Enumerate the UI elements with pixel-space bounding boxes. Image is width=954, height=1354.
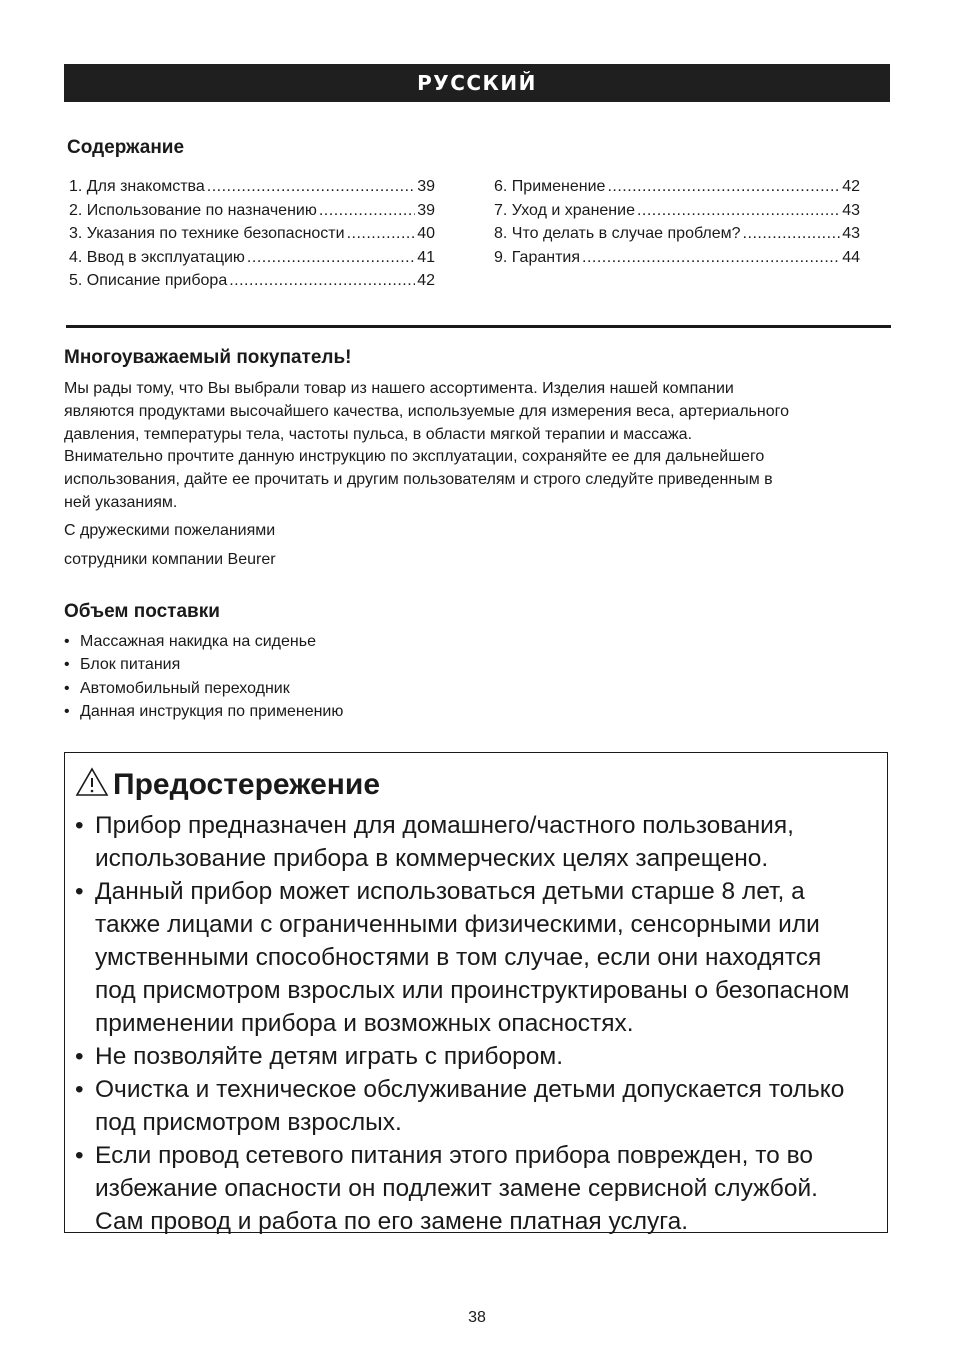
toc-leader-dots [207,175,415,199]
toc-entry-label: 8. Что делать в случае проблем? [494,225,741,242]
toc-leader-dots [319,199,415,223]
warning-header [75,767,380,802]
list-item: • Данная инструкция по применению [64,700,343,723]
toc-entry-page: 42 [417,272,435,289]
warning-line: применении прибора и возможных опасностях. [95,1010,634,1037]
warning-line: • Прибор предназначен для домашнего/частного пользования, [95,812,794,839]
toc-entry[interactable] [494,175,860,199]
toc-leader-dots [347,222,416,246]
warning-box [64,752,888,1233]
toc-entry[interactable] [69,175,435,199]
language-header-bar [64,64,890,102]
greeting-line: являются продуктами высочайшего качества, используемые для измерения веса, артериального [64,402,789,420]
toc-entry-label: 4. Ввод в эксплуатацию [69,248,245,266]
toc-entry-label: 9. Гарантия [494,248,581,266]
toc-column-right [494,175,860,269]
warning-list [75,809,875,1238]
warning-line: избежание опасности он подлежит замене сервисной службой. [95,1175,818,1202]
toc-leader-dots [607,175,840,199]
greeting-paragraph [64,378,894,515]
greeting-title: Многоуважаемый покупатель! [64,347,352,368]
warning-title: Предостережение [113,767,381,801]
warning-line: • Очистка и техническое обслуживание детьми допускается только [95,1076,845,1103]
greeting-line: ней указаниям. [64,493,178,511]
toc-entry[interactable] [69,222,435,246]
toc-entry-label: 5. Описание прибора [69,272,228,289]
toc-entry[interactable] [69,246,435,270]
toc-entry-page: 41 [417,248,435,266]
toc-leader-dots [743,222,841,246]
warning-item [75,1073,875,1139]
toc-leader-dots [229,269,415,293]
toc-entry-page: 44 [842,248,860,266]
warning-line: • Данный прибор может использоваться детьми старше 8 лет, а [95,878,805,905]
greeting-line: Мы рады тому, что Вы выбрали товар из нашего ассортимента. Изделия нашей компании [64,380,734,397]
toc-leader-dots [582,246,840,270]
warning-line: умственными способностями в том случае, если они находятся [95,944,822,971]
toc-entry-label: 7. Уход и хранение [494,201,635,219]
warning-line: • Если провод сетевого питания этого прибора поврежден, то во [95,1142,813,1169]
toc-entry-page: 43 [842,201,860,219]
toc-entry-label: 6. Применение [494,178,606,195]
greeting-line: давления, температуры тела, частоты пульса, в области мягкой терапии и массажа. [64,425,693,443]
language-label: РУССКИЙ [417,71,537,95]
warning-line: Сам провод и работа по его замене платная услуга. [95,1208,689,1235]
toc-entry-label: 1. Для знакомства [69,178,205,195]
warning-item [75,809,875,875]
section-divider [66,325,891,328]
toc-entry[interactable] [69,199,435,223]
warning-triangle-icon [75,767,113,802]
delivery-list [64,630,343,723]
toc-entry-page: 39 [417,201,435,219]
warning-item [75,1139,875,1238]
toc-column-left [69,175,435,293]
toc-entry-page: 39 [417,178,435,195]
toc-entry-page: 42 [842,178,860,195]
warning-item [75,1040,875,1073]
list-item: • Автомобильный переходник [64,677,343,700]
delivery-title: Объем поставки [64,601,220,622]
toc-entry-label: 2. Использование по назначению [69,201,317,219]
warning-line: также лицами с ограниченными физическими, сенсорными или [95,911,820,938]
warning-line: под присмотром взрослых. [95,1109,402,1136]
toc-leader-dots [247,246,415,270]
warning-line: под присмотром взрослых или проинструктированы о безопасном [95,977,850,1004]
greeting-signature: сотрудники компании Beurer [64,551,276,568]
list-item: • Блок питания [64,653,343,676]
toc-entry[interactable] [494,222,860,246]
greeting-closing: С дружескими пожеланиями [64,522,276,539]
warning-line: • Не позволяйте детям играть с прибором. [95,1043,564,1070]
greeting-line: использования, дайте ее прочитать и другим пользователям и строго следуйте приведенным в [64,471,773,489]
toc-entry-label: 3. Указания по технике безопасности [69,225,345,242]
list-item: • Массажная накидка на сиденье [64,630,343,653]
toc-entry[interactable] [69,269,435,293]
toc-entry[interactable] [494,246,860,270]
greeting-line: Внимательно прочтите данную инструкцию по эксплуатации, сохраняйте ее для дальнейшего [64,448,765,466]
page-number: 38 [468,1309,486,1326]
toc-entry[interactable] [494,199,860,223]
toc-entry-page: 43 [842,225,860,242]
toc-title: Содержание [67,137,185,158]
toc-entry-page: 40 [417,225,435,242]
warning-item [75,875,875,1040]
warning-line: использование прибора в коммерческих целях запрещено. [95,845,769,872]
toc-leader-dots [637,199,840,223]
